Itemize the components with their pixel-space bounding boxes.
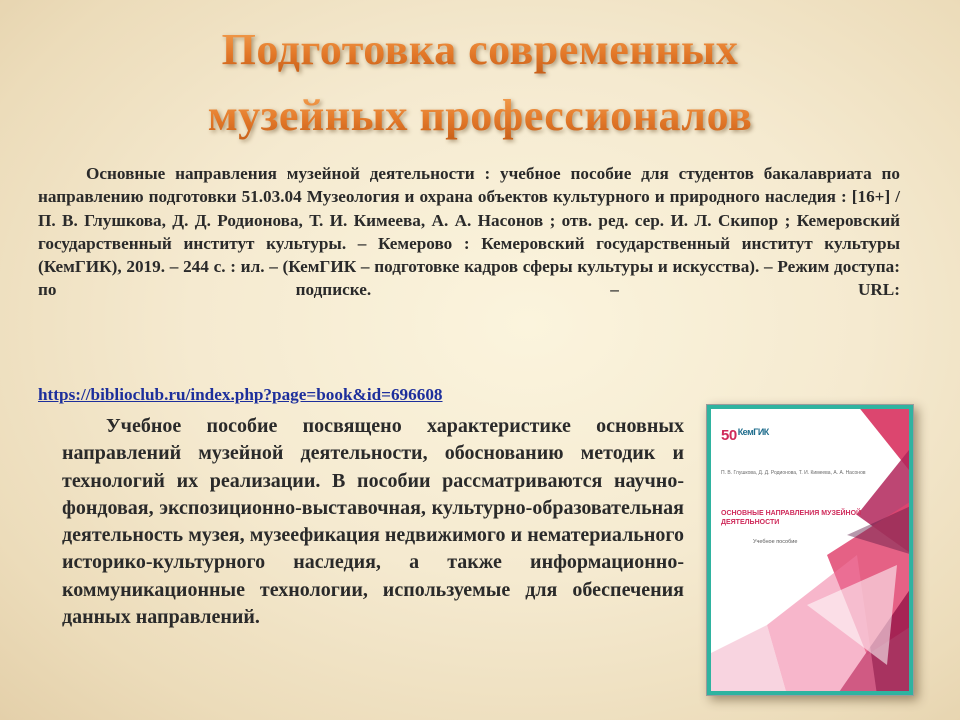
bibliographic-citation: Основные направления музейной деятельности : учебное пособие для студентов бакалавриата по направлению подготовки 51.03.04 Музеология и охрана объектов культурного и природного наследия : [16+] / П. В. Глушкова, Д. Д. Родионова, Т. И. Кимеева, А. А. Насонов ; отв. ред. сер. И. Л. Скипор ; Кемеровский государственный институт культуры. – Кемерово : Кемеровский государственный институт культуры (КемГИК), 2019. – 244 с. : ил. – (КемГИК – подготовке кадров сферы культуры и искусства). – Режим доступа: по подписке. – URL: (38, 164, 900, 300)
cover-logo-text: КемГИК (737, 427, 769, 437)
cover-logo (721, 427, 769, 444)
book-cover-image (706, 404, 914, 696)
citation-url-link[interactable]: https://biblioclub.ru/index.php?page=book&id=696608 (38, 385, 443, 404)
cover-logo-number: 50 (721, 427, 737, 444)
slide-title-line-1: Подготовка современных (40, 24, 920, 76)
slide-title-line-2: музейных профессионалов (40, 90, 920, 142)
cover-type: Учебное пособие (753, 539, 798, 545)
cover-title: ОСНОВНЫЕ НАПРАВЛЕНИЯ МУЗЕЙНОЙ ДЕЯТЕЛЬНОСТИ (721, 510, 862, 526)
book-description: Учебное пособие посвящено характеристике основных направлений музейной деятельности, обоснованию методик и технологий их реализации. В пособии рассматриваются научно-фондовая, экспозиционно-выставочная, культурно-образовательная деятельность музея, музеефикация недвижимого и нематериального историко-культурного наследия, а также информационно-коммуникационные технологии, используемые для обеспечения данных направлений. (62, 415, 684, 629)
book-cover-graphic (707, 405, 913, 695)
cover-authors: П. В. Глушкова, Д. Д. Родионова, Т. И. Кимеева, А. А. Насонов (721, 470, 866, 476)
